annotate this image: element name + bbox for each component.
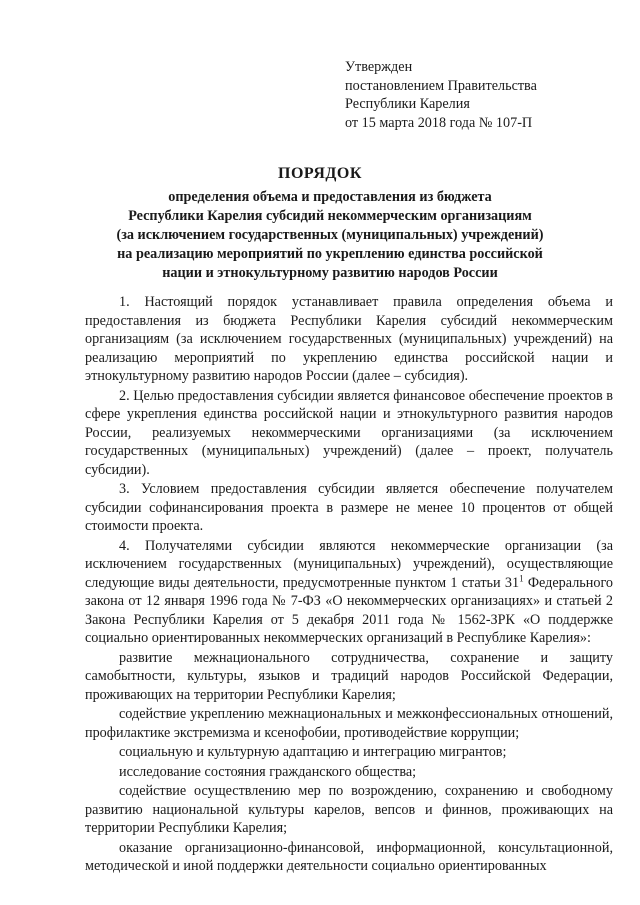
list-item: содействие укреплению межнациональных и межконфессиональных отношений, профилактике экстремизма и ксенофобии, противодействие коррупции; — [85, 706, 613, 741]
subtitle-line: (за исключением государственных (муниципальных) учреждений) — [116, 227, 544, 243]
subtitle-line: определения объема и предоставления из бюджета — [168, 189, 492, 205]
approval-block — [345, 58, 537, 132]
subtitle-line: на реализацию мероприятий по укреплению единства российской — [117, 246, 543, 262]
paragraph-2: 2. Целью предоставления субсидии является финансовое обеспечение проектов в сфере укрепления единства российской нации и этнокультурного развития народов России, реализуемых некоммерческими организациями (за исключением государственных (муниципальных) учреждений) (далее – проект, получатель субсидии). — [85, 387, 613, 478]
paragraph-1: 1. Настоящий порядок устанавливает правила определения объема и предоставления из бюджета Республики Карелия субсидий некоммерческим организациям (за исключением государственных (муниципальных) учреждений) на реализацию мероприятий по укреплению единства российской нации и этнокультурному развитию народов России (далее – субсидия). — [85, 294, 613, 384]
subtitle-line: Республики Карелия субсидий некоммерческим организациям — [128, 208, 532, 224]
document-title: ПОРЯДОК — [278, 165, 362, 182]
list-item: исследование состояния гражданского общества; — [119, 763, 417, 780]
list-item: развитие межнационального сотрудничества, сохранение и защиту самобытности, культуры, языков и традиций народов Российской Федерации, проживающих на территории Республики Карелия; — [85, 649, 613, 703]
document-body — [85, 293, 613, 877]
document-subtitle — [60, 188, 600, 283]
subtitle-line: нации и этнокультурному развитию народов России — [162, 265, 498, 281]
approval-line: постановлением Правительства — [345, 77, 537, 94]
paragraph-4 — [85, 537, 613, 648]
paragraph-3: 3. Условием предоставления субсидии является обеспечение получателем субсидии софинансирования проекта в размере не менее 10 процентов от общей стоимости проекта. — [85, 481, 613, 534]
approval-line: Утвержден — [345, 59, 413, 75]
paragraph-4-text-cont: Федерального закона от 12 января 1996 года № 7-ФЗ «О некоммерческих организациях» и статьей 2 Закона Республики Карелия от 5 декабря 2011 года № 1562-ЗРК «О поддержке социально ориентированных некоммерческих организаций в Республике Карелия»: — [85, 574, 613, 646]
approval-line: Республики Карелия — [345, 96, 470, 113]
paragraph-4-text: 4. Получателями субсидии являются некоммерческие организации (за исключением государственных (муниципальных) учреждений), осуществляющие следующие виды деятельности, предусмотренные пунктом 1 статьи 31 — [85, 537, 613, 591]
approval-line: от 15 марта 2018 года № 107-П — [345, 114, 533, 131]
article-superscript: 1 — [519, 572, 524, 583]
list-item: социальную и культурную адаптацию и интеграцию мигрантов; — [119, 744, 507, 760]
list-item: содействие осуществлению мер по возрождению, сохранению и свободному развитию национальной культуры карелов, вепсов и финнов, проживающих на территории Республики Карелия; — [85, 783, 613, 836]
list-item: оказание организационно-финансовой, информационной, консультационной, методической и иной поддержки деятельности социально ориентированных — [85, 839, 613, 874]
